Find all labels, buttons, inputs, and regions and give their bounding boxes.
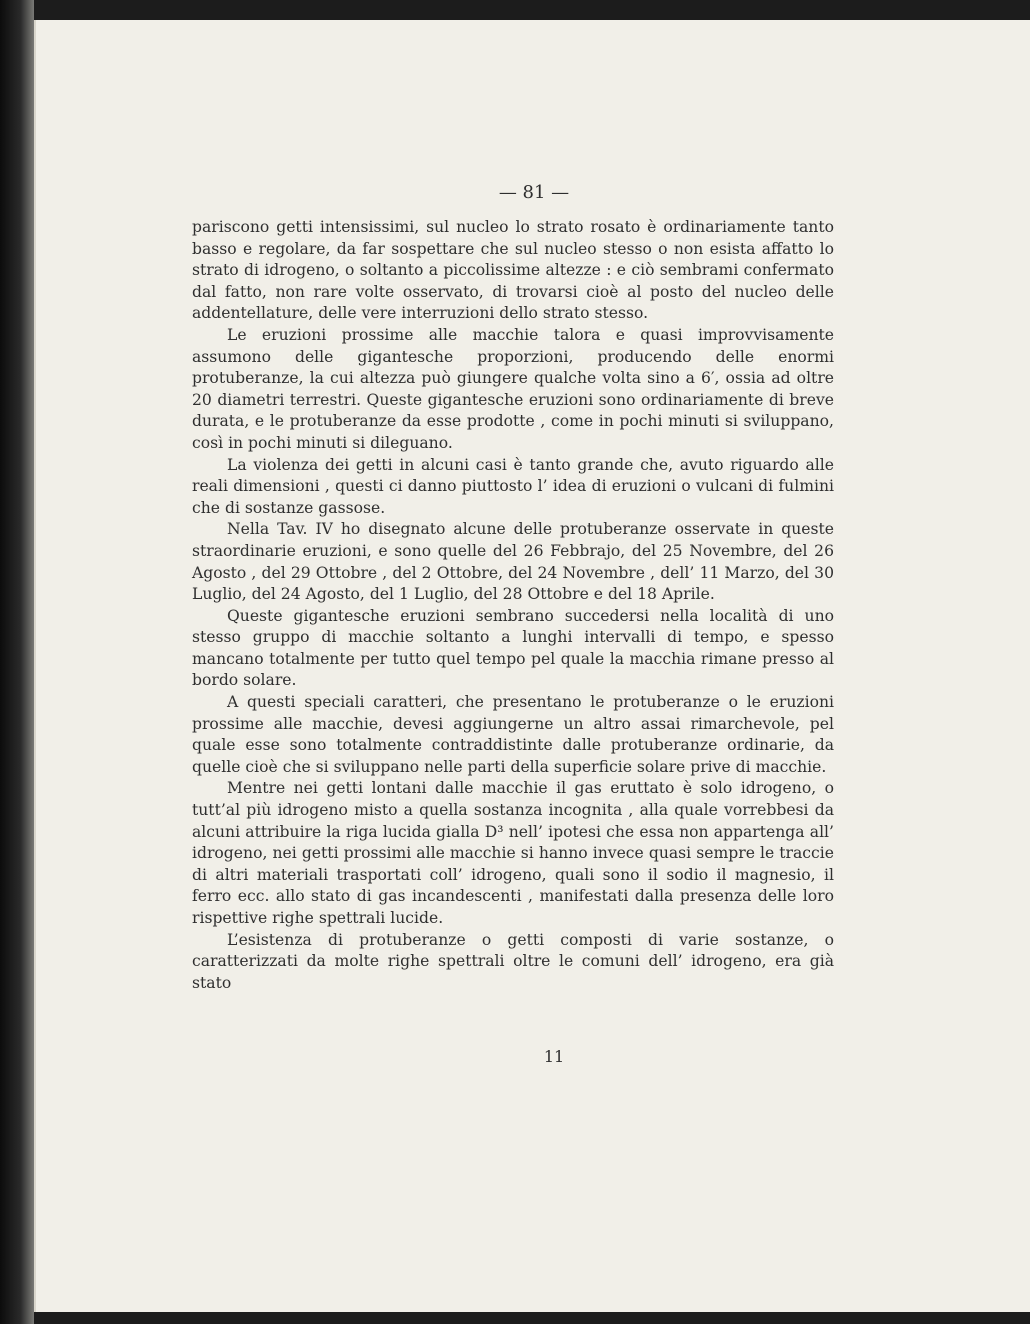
paragraph: L’esistenza di protuberanze o getti composti di varie sostanze, o caratterizzati da molte righe spettrali oltre le comuni dell’ idrogeno, era già stato (192, 930, 834, 992)
scanner-edge-shadow (0, 0, 34, 1324)
page-number-header: — 81 — (498, 182, 570, 203)
paragraph: Le eruzioni prossime alle macchie talora e quasi improvvisamente assumono delle gigantesche proporzioni, producendo delle enormi protuberanze, la cui altezza può giungere qualche volta sino a 6′, ossia ad oltre 20 diametri terrestri. Queste gigantesche eruzioni sono ordinariamente di breve durata, e le protuberanze da esse prodotte , come in pochi minuti si sviluppano, così in pochi minuti si dileguano. (192, 325, 834, 452)
paragraph: La violenza dei getti in alcuni casi è tanto grande che, avuto riguardo alle reali dimensioni , questi ci danno piuttosto l’ idea di eruzioni o vulcani di fulmini che di sostanze gassose. (192, 455, 834, 517)
paragraph: Queste gigantesche eruzioni sembrano succedersi nella località di uno stesso gruppo di macchie soltanto a lunghi intervalli di tempo, e spesso mancano totalmente per tutto quel tempo pel quale la macchia rimane presso al bordo solare. (192, 606, 834, 690)
signature-mark: 11 (543, 1047, 565, 1066)
paragraph: Nella Tav. IV ho disegnato alcune delle protuberanze osservate in queste straordinarie eruzioni, e sono quelle del 26 Febbrajo, del 25 Novembre, del 26 Agosto , del 29 Ottobre , del 2 Ottobre, del 24 Novembre , dell’ 11 Marzo, del 30 Luglio, del 24 Agosto, del 1 Luglio, del 28 Ottobre e del 18 Aprile. (192, 520, 834, 604)
paragraph: pariscono getti intensissimi, sul nucleo lo strato rosato è ordinariamente tanto basso e regolare, da far sospettare che sul nucleo stesso o non esista affatto lo strato di idrogeno, o soltanto a piccolissime altezze : e ciò sembrami confermato dal fatto, non rare volte osservato, di trovarsi cioè al posto del nucleo delle addentellature, delle vere interruzioni dello strato stesso. (192, 218, 834, 323)
book-page (34, 20, 1030, 1312)
body-text (192, 217, 834, 994)
paragraph: Mentre nei getti lontani dalle macchie il gas eruttato è solo idrogeno, o tutt’al più idrogeno misto a quella sostanza incognita , alla quale vorrebbesi da alcuni attribuire la riga lucida gialla D³ nell’ ipotesi che essa non appartenga all’ idrogeno, nei getti prossimi alle macchie si hanno invece quasi sempre le traccie di altri materiali trasportati coll’ idrogeno, quali sono il sodio il magnesio, il ferro ecc. allo stato di gas incandescenti , manifestati dalla presenza delle loro rispettive righe spettrali lucide. (192, 779, 834, 927)
paragraph: A questi speciali caratteri, che presentano le protuberanze o le eruzioni prossime alle macchie, devesi aggiungerne un altro assai rimarchevole, pel quale esse sono totalmente contraddistinte dalle protuberanze ordinarie, da quelle cioè che si sviluppano nelle parti della superficie solare prive di macchie. (192, 693, 834, 776)
